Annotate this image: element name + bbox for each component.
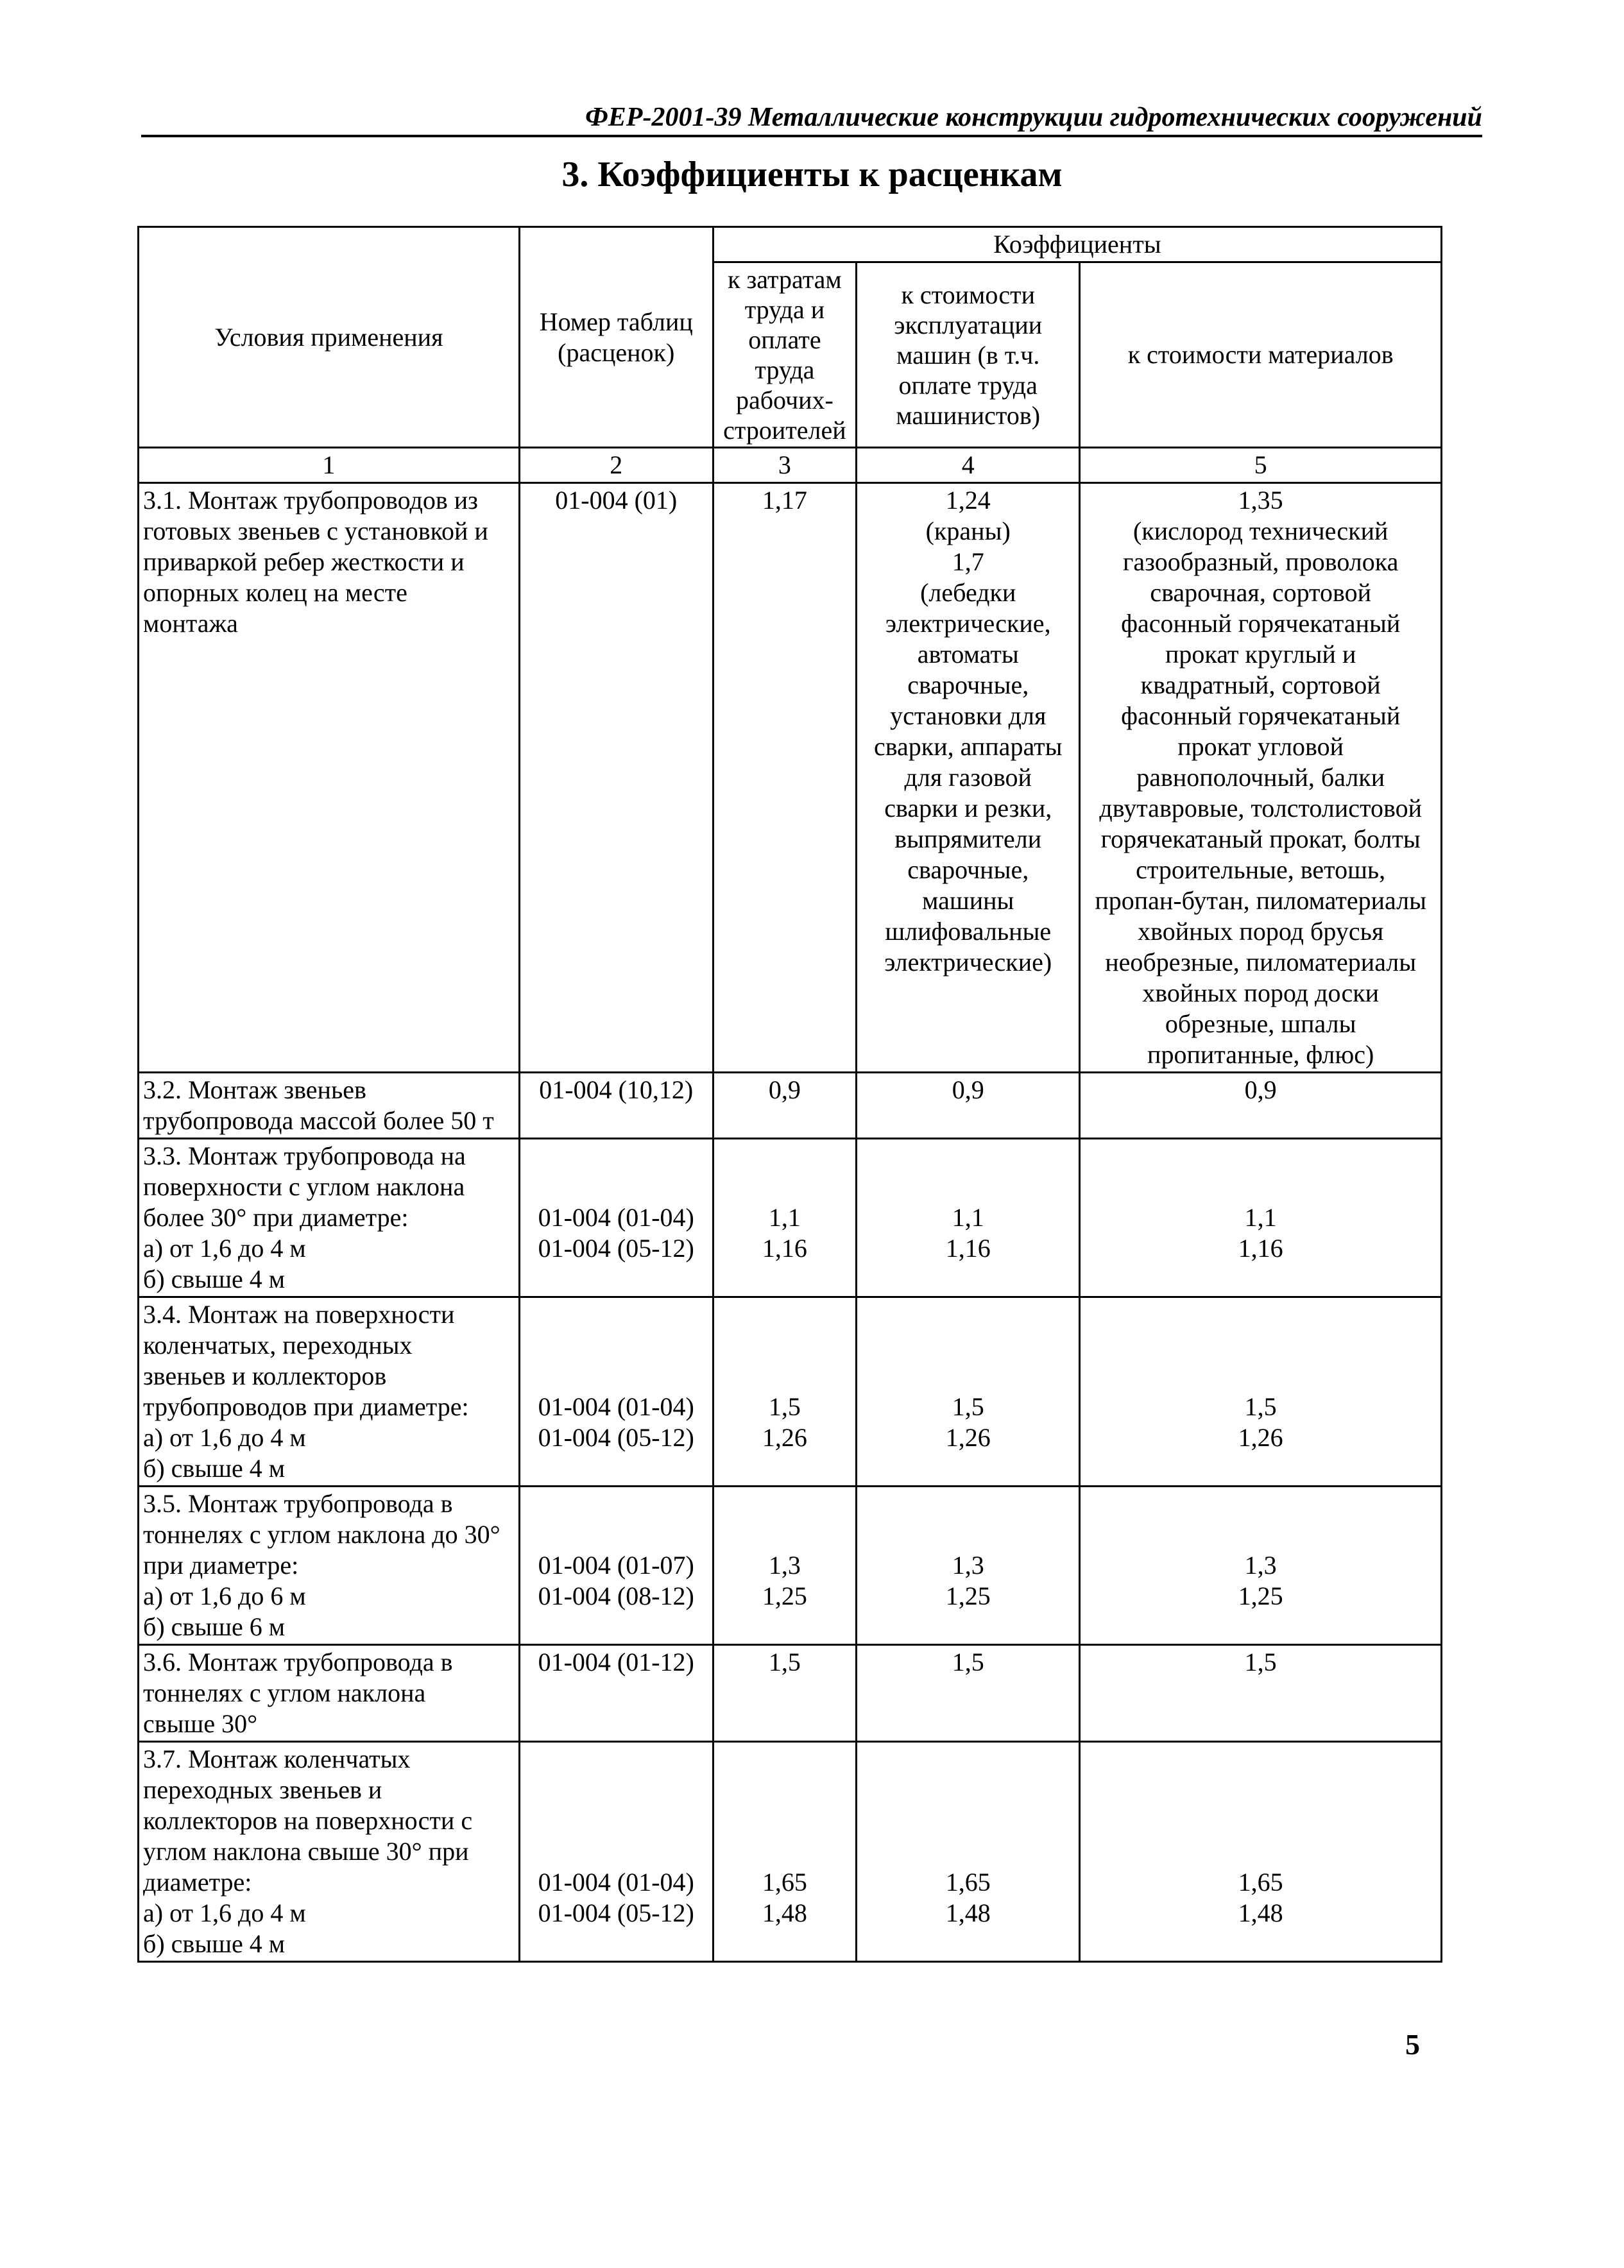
material-coefficient-cell-line: обрезные, шпалы: [1165, 1009, 1356, 1038]
material-coefficient-cell-line: 1,48: [1238, 1898, 1283, 1927]
table-number-cell-line: 01-004 (05-12): [538, 1423, 694, 1452]
material-coefficient-cell-line: 1,16: [1238, 1234, 1283, 1263]
condition-cell-line: монтажа: [143, 609, 238, 638]
material-coefficient-cell: 0,9: [1080, 1073, 1442, 1139]
machine-coefficient-cell-line: 1,16: [945, 1234, 991, 1263]
condition-cell-line: б) свыше 6 м: [143, 1612, 286, 1641]
machine-coefficient-cell-line: сварочные,: [907, 855, 1029, 884]
labor-coefficient-cell-line: 1,1: [768, 1203, 801, 1232]
material-coefficient-cell-line: пропан-бутан, пиломатериалы: [1095, 886, 1426, 915]
table-number-cell-line: 01-004 (08-12): [538, 1582, 694, 1610]
condition-cell-line: диаметре:: [143, 1868, 252, 1897]
table-number-cell-line: 01-004 (01-04): [538, 1203, 694, 1232]
condition-cell-line: углом наклона свыше 30° при: [143, 1837, 469, 1866]
machine-coefficient-cell-line: 1,26: [945, 1423, 991, 1452]
condition-cell-line: а) от 1,6 до 4 м: [143, 1898, 306, 1927]
header-conditions: Условия применения: [139, 227, 520, 448]
labor-coefficient-cell: [713, 1297, 856, 1487]
machine-coefficient-cell-line: электрические): [884, 948, 1052, 976]
condition-cell-line: 3.6. Монтаж трубопровода в: [143, 1648, 453, 1676]
material-coefficient-cell: [1080, 1297, 1442, 1487]
machine-coefficient-cell-line: сварки, аппараты: [873, 732, 1063, 761]
machine-coefficient-cell: 1,5: [857, 1645, 1080, 1742]
condition-cell-line: звеньев и коллекторов: [143, 1361, 387, 1390]
header-coefficients: Коэффициенты: [713, 227, 1441, 262]
condition-cell-line: а) от 1,6 до 4 м: [143, 1234, 306, 1263]
table-number-cell-line: 01-004 (05-12): [538, 1898, 694, 1927]
header-machines: к стоимости эксплуатации машин (в т.ч. оплате труда машинистов): [857, 262, 1080, 448]
condition-cell: [139, 1139, 520, 1297]
condition-cell-line: 3.2. Монтаж звеньев: [143, 1075, 366, 1104]
material-coefficient-cell-line: 1,35: [1238, 486, 1283, 515]
labor-coefficient-cell-line: 1,65: [762, 1868, 807, 1897]
condition-cell-line: переходных звеньев и: [143, 1775, 382, 1804]
condition-cell-line: 3.5. Монтаж трубопровода в: [143, 1489, 453, 1518]
machine-coefficient-cell-line: выпрямители: [894, 824, 1042, 853]
condition-cell: [139, 1645, 520, 1742]
material-coefficient-cell-line: пропитанные, флюс): [1147, 1040, 1374, 1069]
machine-coefficient-cell-line: (лебедки: [920, 578, 1016, 607]
labor-coefficient-cell-line: 1,16: [762, 1234, 807, 1263]
condition-cell-line: тоннелях с углом наклона до 30°: [143, 1520, 500, 1549]
condition-cell: [139, 483, 520, 1073]
condition-cell-line: тоннелях с углом наклона: [143, 1678, 426, 1707]
material-coefficient-cell: [1080, 1487, 1442, 1645]
material-coefficient-cell-line: хвойных пород брусья: [1138, 917, 1384, 946]
table-number-cell-line: 01-004 (01-07): [538, 1551, 694, 1580]
material-coefficient-cell: 1,5: [1080, 1645, 1442, 1742]
condition-cell-line: коленчатых, переходных: [143, 1331, 413, 1360]
machine-coefficient-cell-line: 1,5: [952, 1392, 984, 1421]
machine-coefficient-cell: [857, 1139, 1080, 1297]
condition-cell-line: поверхности с углом наклона: [143, 1172, 465, 1201]
column-number: 5: [1080, 448, 1442, 483]
material-coefficient-cell-line: прокат круглый и: [1165, 640, 1356, 669]
running-header: ФЕР-2001-39 Металлические конструкции гидротехнических сооружений: [141, 103, 1482, 137]
table-number-cell-line: 01-004 (05-12): [538, 1234, 694, 1263]
material-coefficient-cell-line: фасонный горячекатаный: [1121, 609, 1401, 638]
machine-coefficient-cell-line: машины: [922, 886, 1014, 915]
condition-cell-line: опорных колец на месте: [143, 578, 407, 607]
condition-cell-line: 3.4. Монтаж на поверхности: [143, 1300, 455, 1329]
labor-coefficient-cell-line: 1,48: [762, 1898, 807, 1927]
material-coefficient-cell-line: 1,1: [1244, 1203, 1277, 1232]
condition-cell: [139, 1487, 520, 1645]
material-coefficient-cell-line: 1,3: [1244, 1551, 1277, 1580]
condition-cell-line: а) от 1,6 до 4 м: [143, 1423, 306, 1452]
material-coefficient-cell-line: строительные, ветошь,: [1136, 855, 1386, 884]
table-number-cell-line: 01-004 (01-04): [538, 1868, 694, 1897]
machine-coefficient-cell: [857, 483, 1080, 1073]
machine-coefficient-cell-line: установки для: [890, 701, 1047, 730]
machine-coefficient-cell-line: 1,7: [952, 547, 984, 576]
labor-coefficient-cell: 1,17: [713, 483, 856, 1073]
material-coefficient-cell: [1080, 1139, 1442, 1297]
table-number-cell: [519, 1487, 713, 1645]
condition-cell-line: приваркой ребер жесткости и: [143, 547, 465, 576]
material-coefficient-cell: [1080, 483, 1442, 1073]
material-coefficient-cell-line: сварочная, сортовой: [1150, 578, 1372, 607]
condition-cell-line: 3.3. Монтаж трубопровода на: [143, 1141, 466, 1170]
material-coefficient-cell-line: (кислород технический: [1133, 516, 1389, 545]
material-coefficient-cell-line: 1,65: [1238, 1868, 1283, 1897]
labor-coefficient-cell-line: 1,5: [768, 1392, 801, 1421]
column-number: 1: [139, 448, 520, 483]
condition-cell: [139, 1297, 520, 1487]
material-coefficient-cell-line: равнополочный, балки: [1136, 763, 1385, 792]
material-coefficient-cell-line: газообразный, проволока: [1122, 547, 1399, 576]
machine-coefficient-cell: 0,9: [857, 1073, 1080, 1139]
table-row: [139, 1297, 1442, 1487]
table-row: [139, 1073, 1442, 1139]
table-number-cell: 01-004 (01-12): [519, 1645, 713, 1742]
labor-coefficient-cell-line: 1,26: [762, 1423, 807, 1452]
condition-cell-line: б) свыше 4 м: [143, 1265, 286, 1293]
material-coefficient-cell-line: прокат угловой: [1177, 732, 1344, 761]
machine-coefficient-cell-line: для газовой: [904, 763, 1032, 792]
machine-coefficient-cell: [857, 1487, 1080, 1645]
material-coefficient-cell-line: квадратный, сортовой: [1140, 670, 1381, 699]
machine-coefficient-cell-line: (краны): [925, 516, 1011, 545]
condition-cell-line: 3.1. Монтаж трубопроводов из: [143, 486, 478, 515]
table-number-cell: [519, 1139, 713, 1297]
material-coefficient-cell-line: 1,25: [1238, 1582, 1283, 1610]
material-coefficient-cell-line: двутавровые, толстолистовой: [1099, 794, 1422, 823]
column-number-row: [139, 448, 1442, 483]
table-number-cell: [519, 1742, 713, 1962]
condition-cell-line: более 30° при диаметре:: [143, 1203, 409, 1232]
condition-cell-line: при диаметре:: [143, 1551, 299, 1580]
condition-cell-line: а) от 1,6 до 6 м: [143, 1582, 306, 1610]
machine-coefficient-cell-line: шлифовальные: [885, 917, 1052, 946]
table-row: [139, 1139, 1442, 1297]
column-number: 3: [713, 448, 856, 483]
condition-cell-line: 3.7. Монтаж коленчатых: [143, 1744, 411, 1773]
machine-coefficient-cell-line: 1,3: [952, 1551, 984, 1580]
material-coefficient-cell: [1080, 1742, 1442, 1962]
column-number: 4: [857, 448, 1080, 483]
condition-cell: [139, 1073, 520, 1139]
condition-cell-line: свыше 30°: [143, 1709, 258, 1738]
labor-coefficient-cell: [713, 1139, 856, 1297]
machine-coefficient-cell-line: электрические,: [885, 609, 1051, 638]
machine-coefficient-cell-line: сварочные,: [907, 670, 1029, 699]
material-coefficient-cell-line: фасонный горячекатаный: [1121, 701, 1401, 730]
coefficients-table: [137, 226, 1442, 1963]
table-head: [139, 227, 1442, 483]
table-row: [139, 1487, 1442, 1645]
labor-coefficient-cell: [713, 1742, 856, 1962]
labor-coefficient-cell: [713, 1487, 856, 1645]
material-coefficient-cell-line: хвойных пород доски: [1142, 978, 1380, 1007]
machine-coefficient-cell-line: 1,25: [945, 1582, 991, 1610]
condition-cell-line: трубопроводов при диаметре:: [143, 1392, 469, 1421]
table-number-cell: [519, 1297, 713, 1487]
machine-coefficient-cell-line: 1,1: [952, 1203, 984, 1232]
machine-coefficient-cell: [857, 1297, 1080, 1487]
table-body: [139, 483, 1442, 1962]
machine-coefficient-cell-line: автоматы: [917, 640, 1019, 669]
material-coefficient-cell-line: 1,5: [1244, 1392, 1277, 1421]
machine-coefficient-cell-line: 1,24: [945, 486, 991, 515]
condition-cell-line: б) свыше 4 м: [143, 1929, 286, 1958]
page-number: 5: [1405, 2028, 1420, 2061]
table-row: [139, 1645, 1442, 1742]
condition-cell-line: коллекторов на поверхности с: [143, 1806, 473, 1835]
table-number-cell: 01-004 (10,12): [519, 1073, 713, 1139]
header-materials: к стоимости материалов: [1080, 262, 1442, 448]
condition-cell-line: б) свыше 4 м: [143, 1454, 286, 1483]
labor-coefficient-cell-line: 1,3: [768, 1551, 801, 1580]
labor-coefficient-cell: 1,5: [713, 1645, 856, 1742]
section-title: 3. Коэффициенты к расценкам: [561, 155, 1063, 194]
labor-coefficient-cell-line: 1,25: [762, 1582, 807, 1610]
labor-coefficient-cell: 0,9: [713, 1073, 856, 1139]
condition-cell-line: готовых звеньев с установкой и: [143, 516, 488, 545]
machine-coefficient-cell-line: 1,48: [945, 1898, 991, 1927]
table-number-cell-line: 01-004 (01-04): [538, 1392, 694, 1421]
material-coefficient-cell-line: 1,26: [1238, 1423, 1283, 1452]
machine-coefficient-cell: [857, 1742, 1080, 1962]
table-number-cell: 01-004 (01): [519, 483, 713, 1073]
header-table-number: Номер таблиц (расценок): [519, 227, 713, 448]
material-coefficient-cell-line: горячекатаный прокат, болты: [1100, 824, 1421, 853]
table-row: [139, 1742, 1442, 1962]
condition-cell-line: трубопровода массой более 50 т: [143, 1106, 494, 1135]
header-labor: к затратам труда и оплате труда рабочих-строителей: [713, 262, 856, 448]
machine-coefficient-cell-line: 1,65: [945, 1868, 991, 1897]
table-row: [139, 483, 1442, 1073]
machine-coefficient-cell-line: сварки и резки,: [884, 794, 1052, 823]
condition-cell: [139, 1742, 520, 1962]
material-coefficient-cell-line: необрезные, пиломатериалы: [1105, 948, 1417, 976]
column-number: 2: [519, 448, 713, 483]
